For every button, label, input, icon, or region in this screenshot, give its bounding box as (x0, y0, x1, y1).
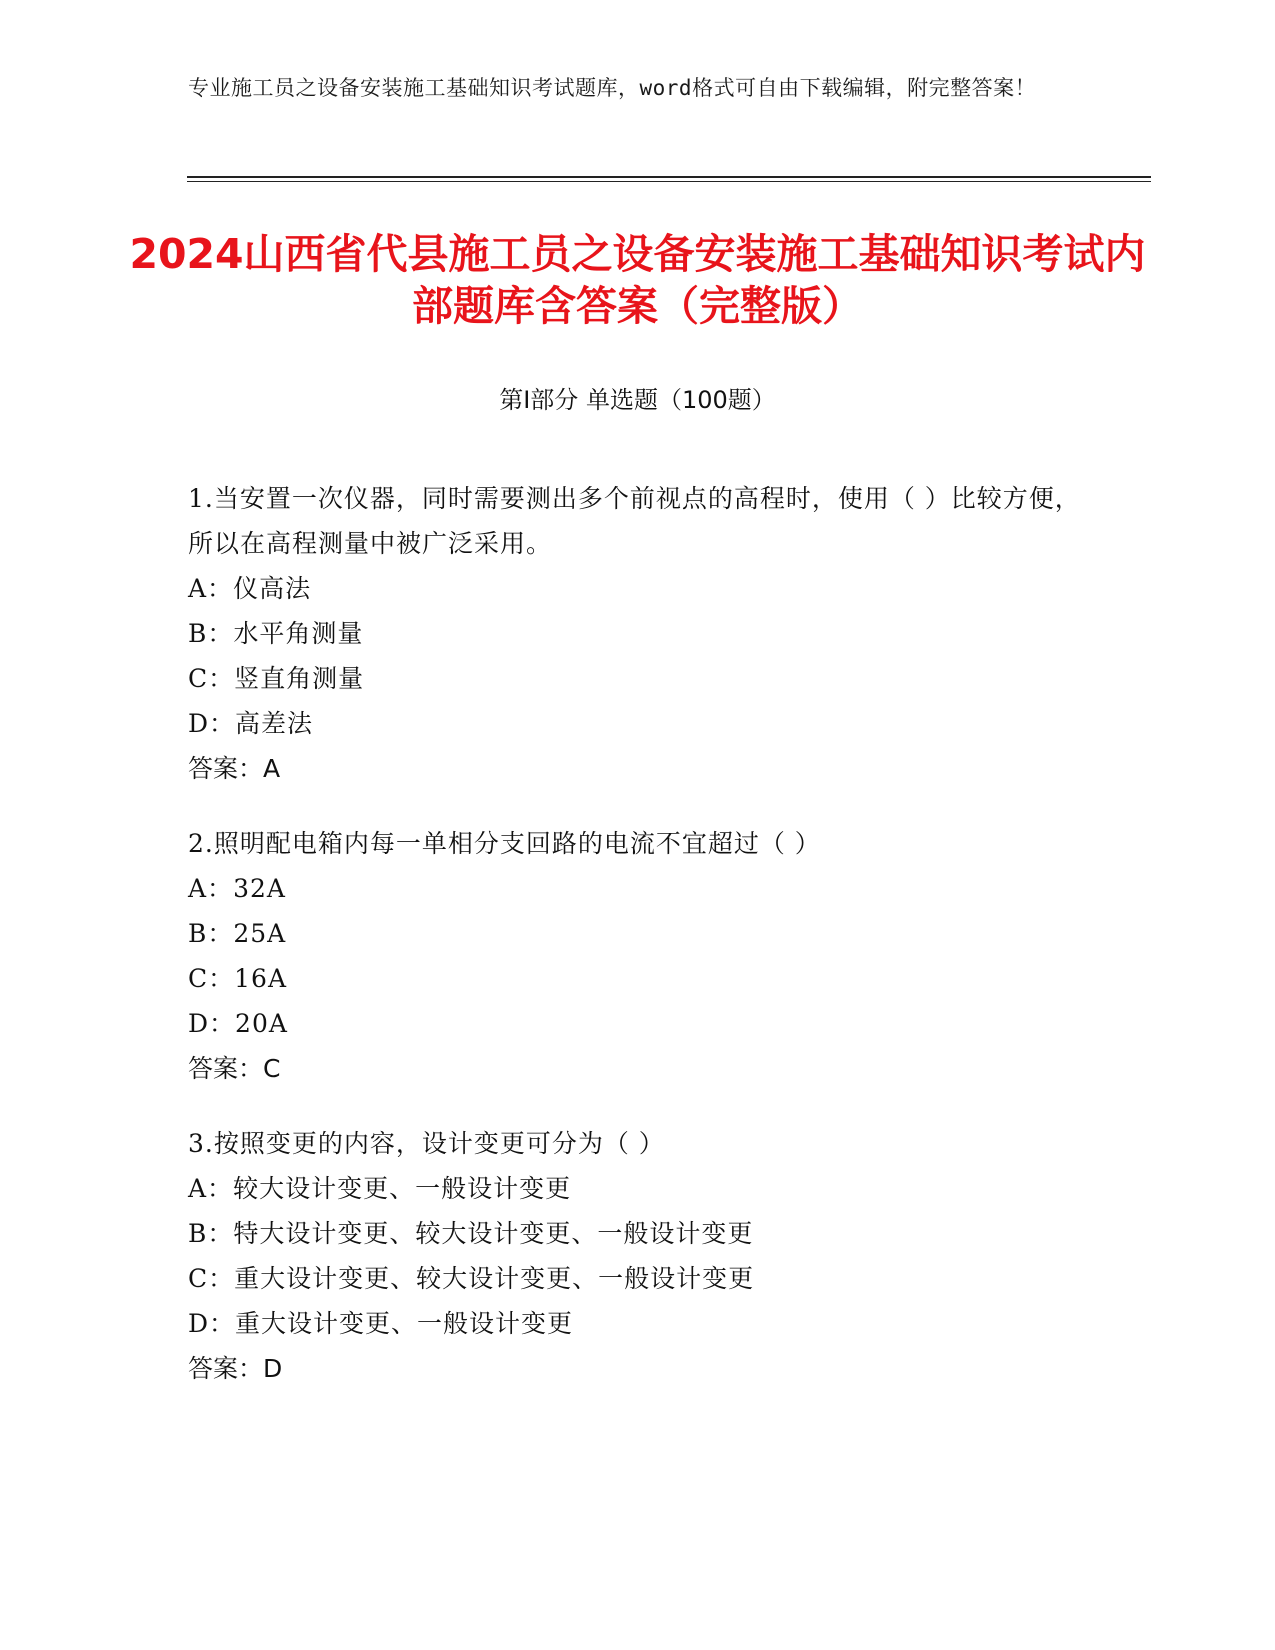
option-text: 32A (233, 874, 286, 903)
option-c (188, 956, 1088, 1001)
option-letter: C： (188, 664, 235, 693)
option-d (188, 1001, 1088, 1046)
header-divider-thick (187, 176, 1151, 178)
section-title: 第I部分 单选题（100题） (499, 386, 776, 414)
option-text: 水平角测量 (233, 619, 364, 648)
option-c (188, 656, 1088, 701)
question-stem: 1.当安置一次仪器，同时需要测出多个前视点的高程时，使用（ ）比较方便，所以在高程测量中被广泛采用。 (188, 484, 1081, 558)
option-letter: A： (188, 574, 234, 603)
option-a (188, 866, 1088, 911)
option-letter: C： (188, 1264, 235, 1293)
option-text: 重大设计变更、一般设计变更 (235, 1309, 574, 1338)
option-b (188, 1211, 1088, 1256)
option-a (188, 1166, 1088, 1211)
option-text: 竖直角测量 (234, 664, 365, 693)
option-b (188, 611, 1088, 656)
option-letter: A： (188, 874, 234, 903)
question-list (188, 476, 1088, 1421)
header-divider-thin (187, 181, 1151, 182)
option-text: 高差法 (235, 709, 314, 738)
option-a (188, 566, 1088, 611)
answer: 答案：D (188, 1354, 283, 1383)
option-letter: B： (188, 919, 234, 948)
answer: 答案：A (188, 754, 281, 783)
option-letter: D： (188, 1309, 236, 1338)
option-text: 20A (235, 1009, 288, 1038)
option-text: 16A (234, 964, 288, 993)
document-title: 2024山西省代县施工员之设备安装施工基础知识考试内部题库含答案（完整版） (129, 230, 1146, 330)
option-text: 较大设计变更、一般设计变更 (233, 1174, 572, 1203)
option-letter: D： (188, 1009, 236, 1038)
question-2 (188, 821, 1088, 1091)
question-1 (188, 476, 1088, 791)
option-letter: C： (188, 964, 235, 993)
option-d (188, 701, 1088, 746)
option-letter: A： (188, 1174, 234, 1203)
option-text: 重大设计变更、较大设计变更、一般设计变更 (234, 1264, 755, 1293)
option-text: 25A (233, 919, 287, 948)
option-letter: B： (188, 1219, 234, 1248)
option-text: 仪高法 (233, 574, 312, 603)
option-letter: B： (188, 619, 234, 648)
option-letter: D： (188, 709, 236, 738)
header-note: 专业施工员之设备安装施工基础知识考试题库，word格式可自由下载编辑，附完整答案！ (188, 76, 1037, 100)
question-stem: 2.照明配电箱内每一单相分支回路的电流不宜超过（ ） (188, 829, 821, 858)
question-3 (188, 1121, 1088, 1391)
question-stem: 3.按照变更的内容，设计变更可分为（ ） (188, 1129, 665, 1158)
answer: 答案：C (188, 1054, 281, 1083)
option-text: 特大设计变更、较大设计变更、一般设计变更 (233, 1219, 754, 1248)
option-b (188, 911, 1088, 956)
option-d (188, 1301, 1088, 1346)
option-c (188, 1256, 1088, 1301)
